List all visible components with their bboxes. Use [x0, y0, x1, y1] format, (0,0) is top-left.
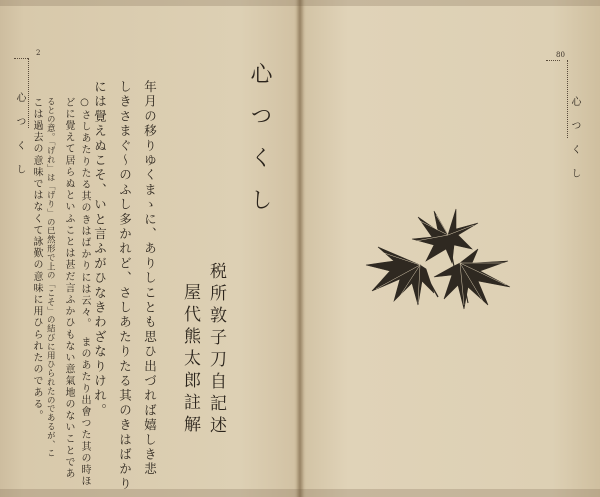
left-header-rule	[28, 58, 29, 128]
maple-leaves-illustration	[360, 205, 520, 315]
left-header-rule-top	[14, 58, 28, 59]
left-page-number: 2	[36, 49, 41, 57]
right-header-rule-top	[546, 60, 560, 61]
body-line: しきさまぐ〜のふし多かれど、さしあたりたる其のきはばかり	[117, 80, 133, 492]
right-page-number: 80	[556, 51, 565, 59]
right-running-header: 心つくし	[569, 96, 580, 192]
note-line: ○さしあたりたる其のきはばかりには云々。 まのあたり出會つた其の時ほ	[79, 97, 90, 488]
annotator-name: 屋代熊太郎註解	[180, 283, 200, 437]
note-line: こは過去の意味ではなくて詠歎の意味に用ひられたのである。	[31, 97, 42, 422]
body-line: 年月の移りゆくまゝに、ありしことも思ひ出づれば嬉しき悲	[142, 80, 158, 477]
note-line: どに覺えて居らぬといふことは甚だ言ふかひもない意氣地のないことであ	[63, 97, 74, 480]
note-line: るとの意。「げれ」は「げり」の已然形で上の「こそ」の結びに用ひられたのであるが、こ	[46, 97, 57, 458]
book-spine	[296, 0, 304, 497]
left-running-header: 心つくし	[14, 92, 25, 188]
author-name: 税所敦子刀自記述	[206, 262, 226, 438]
body-line: には覺えぬこそ、いと言ふがひなきわざなりけれ。	[92, 80, 108, 419]
essay-title: 心つくし	[247, 62, 272, 230]
